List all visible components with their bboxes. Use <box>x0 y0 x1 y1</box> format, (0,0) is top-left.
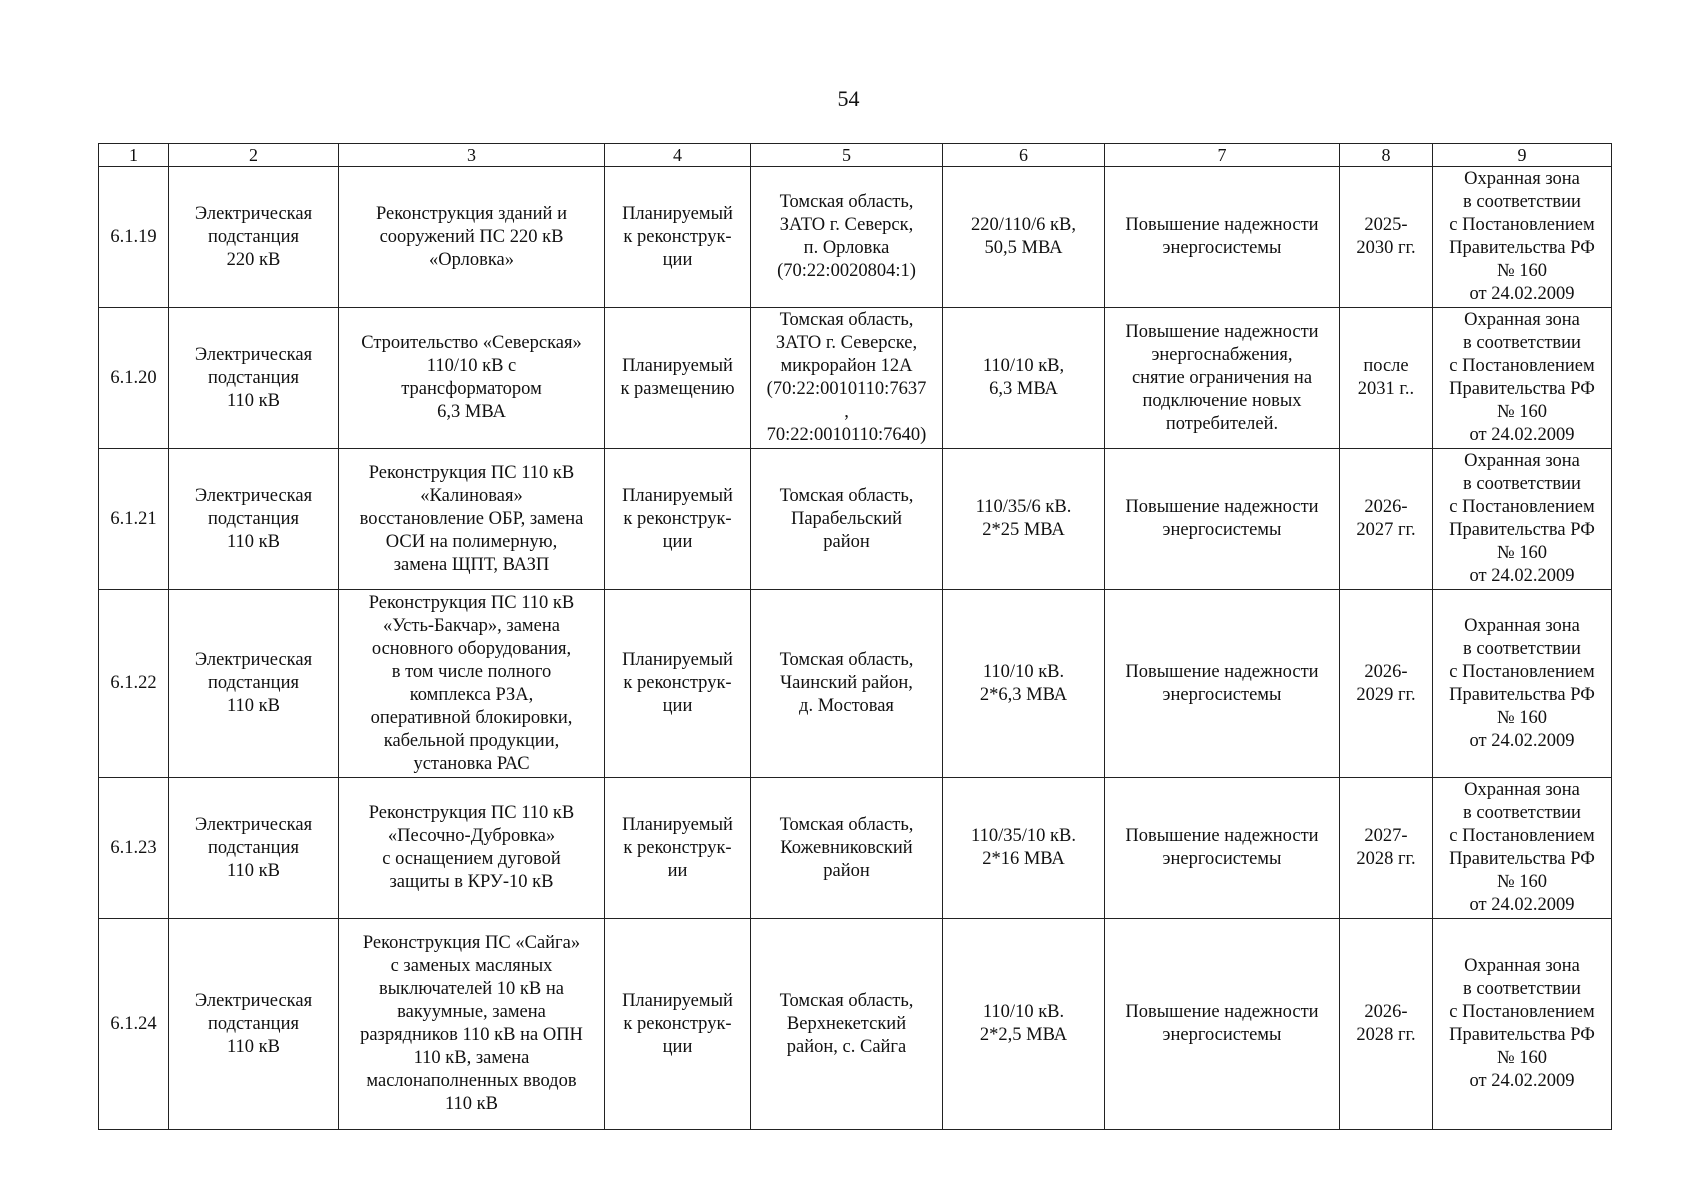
zone-cell <box>1433 449 1612 590</box>
zone-cell <box>1433 919 1612 1130</box>
status-cell <box>605 919 751 1130</box>
status-cell <box>605 590 751 778</box>
period-cell <box>1340 919 1433 1130</box>
zone-text: Охранная зона в соответствии с Постановлением Правительства РФ № 160 от 24.02.2009 <box>1449 780 1595 915</box>
table-row <box>99 449 1612 590</box>
purpose-text: Повышение надежности энергосистемы <box>1125 1002 1319 1045</box>
status-cell <box>605 778 751 919</box>
purpose-cell <box>1105 308 1340 449</box>
status-cell <box>605 167 751 308</box>
object-name: Электрическая подстанция 110 кВ <box>194 650 313 716</box>
column-header: 6 <box>943 144 1105 167</box>
row-id: 6.1.24 <box>110 1013 157 1034</box>
column-header: 7 <box>1105 144 1340 167</box>
page-number: 54 <box>837 86 860 111</box>
object-name: Электрическая подстанция 110 кВ <box>194 990 313 1057</box>
capacity-text: 110/10 кВ. 2*2,5 МВА <box>979 1002 1068 1045</box>
object-name: Электрическая подстанция 110 кВ <box>194 814 313 881</box>
purpose-cell <box>1105 449 1340 590</box>
capacity-text: 110/35/10 кВ. 2*16 МВА <box>971 826 1076 869</box>
purpose-cell <box>1105 590 1340 778</box>
location-text: Томская область, Верхнекетский район, с. Сайга <box>779 990 914 1057</box>
column-header: 8 <box>1340 144 1433 167</box>
capacity-text: 110/35/6 кВ. 2*25 МВА <box>975 497 1072 540</box>
row-id-cell <box>99 778 169 919</box>
table-row <box>99 919 1612 1130</box>
zone-text: Охранная зона в соответствии с Постановлением Правительства РФ № 160 от 24.02.2009 <box>1449 615 1595 751</box>
capacity-cell <box>943 778 1105 919</box>
purpose-cell <box>1105 778 1340 919</box>
purpose-cell <box>1105 167 1340 308</box>
location-text: Томская область, Кожевниковский район <box>779 814 914 881</box>
object-cell <box>169 308 339 449</box>
period-text: 2026- 2027 гг. <box>1356 497 1416 540</box>
object-cell <box>169 919 339 1130</box>
work-description: Реконструкция ПС 110 кВ «Песочно-Дубровка» с оснащением дуговой защиты в КРУ-10 кВ <box>368 803 575 892</box>
zone-text: Охранная зона в соответствии с Постановлением Правительства РФ № 160 от 24.02.2009 <box>1449 310 1595 445</box>
status-cell <box>605 449 751 590</box>
capacity-cell <box>943 308 1105 449</box>
capacity-text: 110/10 кВ, 6,3 МВА <box>982 356 1065 399</box>
object-cell <box>169 167 339 308</box>
description-cell <box>339 590 605 778</box>
location-cell <box>751 919 943 1130</box>
period-text: 2026- 2028 гг. <box>1356 1002 1416 1045</box>
work-description: Реконструкция ПС 110 кВ «Усть-Бакчар», замена основного оборудования, в том числе полного комплекса РЗА, оперативной блокировки, кабельной продукции, установка РАС <box>368 592 575 774</box>
purpose-text: Повышение надежности энергосистемы <box>1125 826 1319 869</box>
zone-text: Охранная зона в соответствии с Постановлением Правительства РФ № 160 от 24.02.2009 <box>1449 169 1595 304</box>
column-header: 1 <box>99 144 169 167</box>
description-cell <box>339 167 605 308</box>
row-id-cell <box>99 919 169 1130</box>
column-header: 5 <box>751 144 943 167</box>
zone-text: Охранная зона в соответствии с Постановлением Правительства РФ № 160 от 24.02.2009 <box>1449 451 1595 586</box>
description-cell <box>339 449 605 590</box>
location-cell <box>751 590 943 778</box>
period-cell <box>1340 167 1433 308</box>
capacity-text: 220/110/6 кВ, 50,5 МВА <box>971 215 1076 258</box>
period-cell <box>1340 308 1433 449</box>
row-id: 6.1.19 <box>110 226 157 247</box>
status-text: Планируемый к реконструк- ции <box>622 203 733 270</box>
period-text: после 2031 г.. <box>1357 356 1415 399</box>
object-name: Электрическая подстанция 110 кВ <box>194 485 313 552</box>
row-id-cell <box>99 167 169 308</box>
work-description: Строительство «Северская» 110/10 кВ с трансформатором 6,3 МВА <box>361 333 582 422</box>
row-id: 6.1.22 <box>110 673 157 693</box>
location-cell <box>751 449 943 590</box>
row-id-cell <box>99 449 169 590</box>
column-header: 4 <box>605 144 751 167</box>
column-header: 2 <box>169 144 339 167</box>
object-name: Электрическая подстанция 220 кВ <box>194 203 313 270</box>
location-text: Томская область, ЗАТО г. Северск, п. Орловка (70:22:0020804:1) <box>777 192 916 281</box>
object-cell <box>169 778 339 919</box>
description-cell <box>339 919 605 1130</box>
location-cell <box>751 167 943 308</box>
object-cell <box>169 449 339 590</box>
status-text: Планируемый к реконструк- ции <box>622 990 733 1057</box>
location-cell <box>751 778 943 919</box>
status-cell <box>605 308 751 449</box>
column-header: 9 <box>1433 144 1612 167</box>
table-row <box>99 167 1612 308</box>
capacity-text: 110/10 кВ. 2*6,3 МВА <box>979 661 1068 705</box>
capacity-cell <box>943 167 1105 308</box>
zone-text: Охранная зона в соответствии с Постановлением Правительства РФ № 160 от 24.02.2009 <box>1449 956 1595 1091</box>
row-id-cell <box>99 308 169 449</box>
zone-cell <box>1433 590 1612 778</box>
period-cell <box>1340 590 1433 778</box>
location-text: Томская область, ЗАТО г. Северске, микрорайон 12А (70:22:0010110:7637 , 70:22:0010110:7640) <box>766 310 927 445</box>
header-row <box>99 144 1612 167</box>
purpose-text: Повышение надежности энергосистемы <box>1125 497 1319 540</box>
zone-cell <box>1433 308 1612 449</box>
row-id-cell <box>99 590 169 778</box>
status-text: Планируемый к реконструк- ции <box>622 650 733 716</box>
status-text: Планируемый к реконструк- ции <box>622 485 733 552</box>
work-description: Реконструкция зданий и сооружений ПС 220 кВ «Орловка» <box>376 203 567 270</box>
purpose-text: Повышение надежности энергоснабжения, снятие ограничения на подключение новых потребителей. <box>1125 321 1319 434</box>
status-text: Планируемый к размещению <box>620 356 735 399</box>
period-cell <box>1340 449 1433 590</box>
table-row <box>99 590 1612 778</box>
table-row <box>99 308 1612 449</box>
capacity-cell <box>943 919 1105 1130</box>
capacity-cell <box>943 449 1105 590</box>
zone-cell <box>1433 167 1612 308</box>
description-cell <box>339 308 605 449</box>
location-cell <box>751 308 943 449</box>
purpose-text: Повышение надежности энергосистемы <box>1125 661 1319 705</box>
work-description: Реконструкция ПС 110 кВ «Калиновая» восстановление ОБР, замена ОСИ на полимерную, замена ЩПТ, ВАЗП <box>359 462 584 575</box>
work-description: Реконструкция ПС «Сайга» с заменых масляных выключателей 10 кВ на вакуумные, замена разрядников 110 кВ на ОПН 110 кВ, замена маслонаполненных вводов 110 кВ <box>360 933 583 1114</box>
column-header: 3 <box>339 144 605 167</box>
zone-cell <box>1433 778 1612 919</box>
location-text: Томская область, Парабельский район <box>779 485 914 552</box>
period-cell <box>1340 778 1433 919</box>
period-text: 2027- 2028 гг. <box>1356 826 1416 869</box>
object-cell <box>169 590 339 778</box>
period-text: 2026- 2029 гг. <box>1356 661 1416 705</box>
purpose-text: Повышение надежности энергосистемы <box>1125 215 1319 258</box>
purpose-cell <box>1105 919 1340 1130</box>
description-cell <box>339 778 605 919</box>
row-id: 6.1.20 <box>110 367 157 388</box>
table-row <box>99 778 1612 919</box>
infrastructure-table <box>98 143 1612 1130</box>
status-text: Планируемый к реконструк- ии <box>622 814 733 881</box>
row-id: 6.1.21 <box>110 508 157 529</box>
location-text: Томская область, Чаинский район, д. Мостовая <box>779 650 914 716</box>
period-text: 2025- 2030 гг. <box>1356 215 1416 258</box>
capacity-cell <box>943 590 1105 778</box>
row-id: 6.1.23 <box>110 837 157 858</box>
object-name: Электрическая подстанция 110 кВ <box>194 344 313 411</box>
